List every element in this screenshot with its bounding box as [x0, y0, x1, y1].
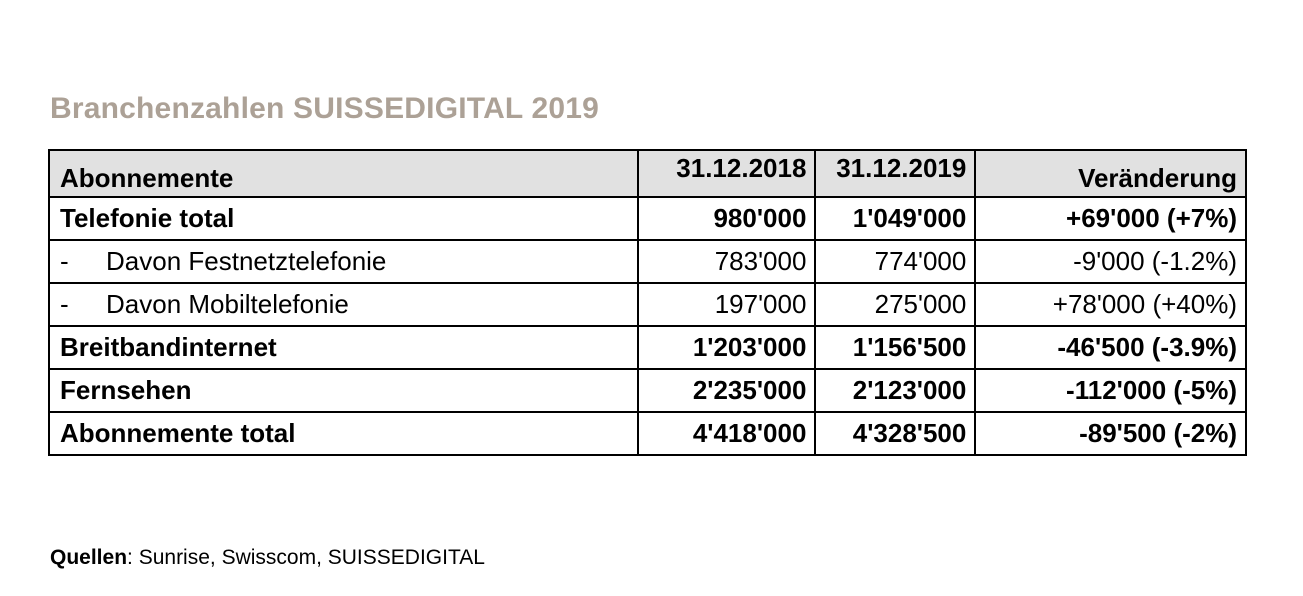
cell-2019: 1'049'000 — [815, 197, 975, 240]
cell-change: +69'000 (+7%) — [975, 197, 1246, 240]
cell-2018: 783'000 — [638, 240, 816, 283]
cell-change: -46'500 (-3.9%) — [975, 326, 1246, 369]
header-2018: 31.12.2018 — [638, 150, 816, 197]
cell-2019: 4'328'500 — [815, 412, 975, 455]
row-label-cell — [49, 240, 638, 283]
row-label: Abonnemente total — [49, 412, 638, 455]
cell-change: -112'000 (-5%) — [975, 369, 1246, 412]
cell-2019: 275'000 — [815, 283, 975, 326]
table-row — [49, 369, 1246, 412]
cell-2019: 2'123'000 — [815, 369, 975, 412]
subscriptions-table — [48, 149, 1247, 456]
row-label: Telefonie total — [49, 197, 638, 240]
row-label: Fernsehen — [49, 369, 638, 412]
cell-2019: 774'000 — [815, 240, 975, 283]
table-row — [49, 240, 1246, 283]
cell-2018: 1'203'000 — [638, 326, 816, 369]
page-title: Branchenzahlen SUISSEDIGITAL 2019 — [50, 92, 599, 125]
cell-2018: 4'418'000 — [638, 412, 816, 455]
table-header-row — [49, 150, 1246, 197]
header-veraenderung: Veränderung — [975, 150, 1246, 197]
cell-2019: 1'156'500 — [815, 326, 975, 369]
cell-2018: 2'235'000 — [638, 369, 816, 412]
sources-text: : Sunrise, Swisscom, SUISSEDIGITAL — [127, 546, 485, 569]
cell-2018: 197'000 — [638, 283, 816, 326]
table-row — [49, 326, 1246, 369]
row-label: Davon Festnetztelefonie — [106, 246, 387, 276]
header-abonnemente: Abonnemente — [49, 150, 638, 197]
row-label: Breitbandinternet — [49, 326, 638, 369]
cell-change: -89'500 (-2%) — [975, 412, 1246, 455]
row-prefix: - — [60, 246, 69, 276]
table-row — [49, 197, 1246, 240]
row-prefix: - — [60, 289, 69, 319]
header-2019: 31.12.2019 — [815, 150, 975, 197]
row-label: Davon Mobiltelefonie — [106, 289, 349, 319]
sources-label: Quellen — [50, 546, 128, 569]
row-label-cell — [49, 283, 638, 326]
table-row — [49, 412, 1246, 455]
sources-note — [50, 546, 485, 570]
cell-2018: 980'000 — [638, 197, 816, 240]
cell-change: +78'000 (+40%) — [975, 283, 1246, 326]
cell-change: -9'000 (-1.2%) — [975, 240, 1246, 283]
table-row — [49, 283, 1246, 326]
